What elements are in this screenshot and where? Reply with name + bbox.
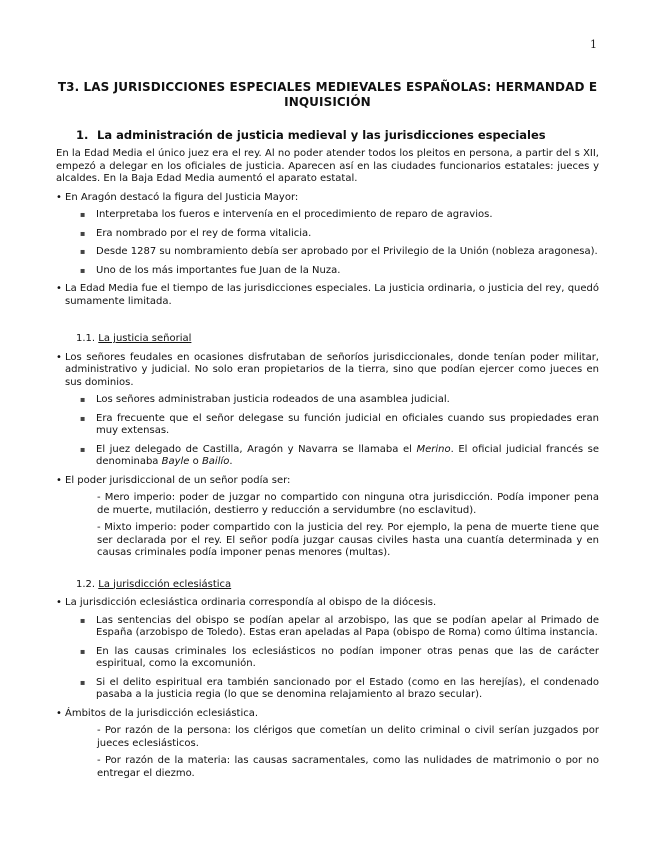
list-item <box>80 444 599 469</box>
bullet-text: Los señores feudales en ocasiones disfrutaban de señoríos jurisdiccionales, donde tenían poder militar, administrativo y judicial. No solo eran propietarios de la tierra, sino que podían ejercer como jueces en sus dominios. <box>65 351 599 388</box>
section-number: 1. <box>76 128 89 142</box>
square-bullet-icon: ▪ <box>80 247 86 256</box>
page-number: 1 <box>590 38 597 51</box>
bullet-text: La Edad Media fue el tiempo de las jurisdicciones especiales. La justicia ordinaria, o justicia del rey, quedó sumamente limitada. <box>65 283 599 307</box>
square-bullet-icon: ▪ <box>80 210 86 219</box>
square-bullet-icon: ▪ <box>80 265 86 275</box>
bullet-icon: • <box>56 597 62 608</box>
list-item <box>80 209 599 222</box>
bullet-aragon <box>56 192 599 205</box>
bullet-eclesiastica <box>56 597 599 610</box>
list-item-text: Era frecuente que el señor delegase su función judicial en oficiales cuando sus propiedades eran muy extensas. <box>96 412 599 436</box>
list-item <box>80 265 599 278</box>
bullet-icon: • <box>56 474 62 486</box>
list-item-text: Desde 1287 su nombramiento debía ser aprobado por el Privilegio de la Unión (nobleza aragonesa). <box>96 246 598 257</box>
bullet-senores <box>56 352 599 390</box>
bullet-text: La jurisdicción eclesiástica ordinaria correspondía al obispo de la diócesis. <box>65 597 437 608</box>
dash-item-mero-imperio: - Mero imperio: poder de juzgar no compartido con ninguna otra jurisdicción. Podía imponer pena de muerte, mutilación, destierro y reducción a servidumbre (no esclavitud). <box>97 492 599 516</box>
list-item <box>80 246 599 259</box>
list-item <box>80 615 599 640</box>
term-merino: Merino <box>416 443 451 455</box>
list-item-text: Los señores administraban justicia rodeados de una asamblea judicial. <box>96 394 450 405</box>
term-bailio: Bailío <box>201 456 230 467</box>
bullet-icon: • <box>56 707 62 719</box>
section-1-heading <box>76 128 599 142</box>
square-bullet-icon: ▪ <box>80 413 86 423</box>
section-title: La administración de justicia medieval y las jurisdicciones especiales <box>97 128 546 142</box>
bullet-icon: • <box>56 351 62 363</box>
square-bullet-icon: ▪ <box>80 646 86 656</box>
list-item-text: Uno de los más importantes fue Juan de la Nuza. <box>96 264 341 276</box>
bullet-poder <box>56 475 599 488</box>
dash-item-persona: - Por razón de la persona: los clérigos que cometían un delito criminal o civil serían juzgados por jueces eclesiásticos. <box>97 725 599 749</box>
paragraph-intro: En la Edad Media el único juez era el rey. Al no poder atender todos los pleitos en persona, a partir del s XII, empezó a delegar en los oficiales de justicia. Aparecen así en las ciudades funcionarios estatales: jueces y alcaldes. En la Baja Edad Media aumentó el aparato estatal. <box>56 148 599 184</box>
list-item-text: Era nombrado por el rey de forma vitalicia. <box>96 227 312 239</box>
square-bullet-icon: ▪ <box>80 615 86 625</box>
bullet-icon: • <box>56 283 62 294</box>
bullet-text: En Aragón destacó la figura del Justicia Mayor: <box>65 191 299 203</box>
text-run: El juez delegado de Castilla, Aragón y Navarra se llamaba el <box>96 443 417 455</box>
bullet-text: Ámbitos de la jurisdicción eclesiástica. <box>65 707 259 719</box>
square-bullet-icon: ▪ <box>80 395 86 404</box>
section-title: La jurisdicción eclesiástica <box>98 578 232 590</box>
dash-item-materia: - Por razón de la materia: las causas sacramentales, como las nulidades de matrimonio o por no entregar el diezmo. <box>97 755 599 779</box>
list-item-text: Interpretaba los fueros e intervenía en el procedimiento de reparo de agravios. <box>96 209 493 220</box>
bullet-ambitos <box>56 708 599 721</box>
document-title: T3. LAS JURISDICCIONES ESPECIALES MEDIEVALES ESPAÑOLAS: HERMANDAD E INQUISICIÓN <box>57 80 598 109</box>
document-body <box>56 80 599 785</box>
list-item-text <box>96 444 599 469</box>
bullet-icon: • <box>56 191 62 203</box>
section-1-1-heading <box>76 333 599 346</box>
square-bullet-icon: ▪ <box>80 444 86 454</box>
section-title: La justicia señorial <box>98 333 192 344</box>
list-item-text: Si el delito espiritual era también sancionado por el Estado (como en las herejías), el condenado pasaba a la justicia regia (lo que se denomina relajamiento al brazo secular). <box>96 676 599 700</box>
text-run: . El oficial judicial francés se denominaba <box>96 443 599 467</box>
list-item <box>80 413 599 438</box>
list-item <box>80 677 599 702</box>
square-bullet-icon: ▪ <box>80 677 86 687</box>
section-1-2-heading <box>76 579 599 592</box>
list-item <box>80 228 599 241</box>
list-item <box>80 646 599 671</box>
text-run: . <box>229 456 233 467</box>
term-bayle: Bayle <box>161 456 190 467</box>
text-run: o <box>189 456 202 467</box>
square-bullet-icon: ▪ <box>80 228 86 238</box>
bullet-edad-media <box>56 283 599 308</box>
section-number: 1.1. <box>76 333 96 344</box>
section-number: 1.2. <box>76 578 96 590</box>
dash-item-mixto-imperio: - Mixto imperio: poder compartido con la justicia del rey. Por ejemplo, la pena de muerte tiene que ser declarada por el rey. El señor podía juzgar causas civiles hasta una cuantía determinada y en causas criminales podía imponer penas menores (multas). <box>97 522 599 558</box>
bullet-text: El poder jurisdiccional de un señor podía ser: <box>65 474 291 486</box>
list-item-text: En las causas criminales los eclesiásticos no podían imponer otras penas que las de carácter espiritual, como la excomunión. <box>96 645 599 669</box>
list-item-text: Las sentencias del obispo se podían apelar al arzobispo, las que se podían apelar al Primado de España (arzobispo de Toledo). Estas eran apeladas al Papa (obispo de Roma) como última instancia. <box>96 614 599 638</box>
list-item <box>80 394 599 407</box>
